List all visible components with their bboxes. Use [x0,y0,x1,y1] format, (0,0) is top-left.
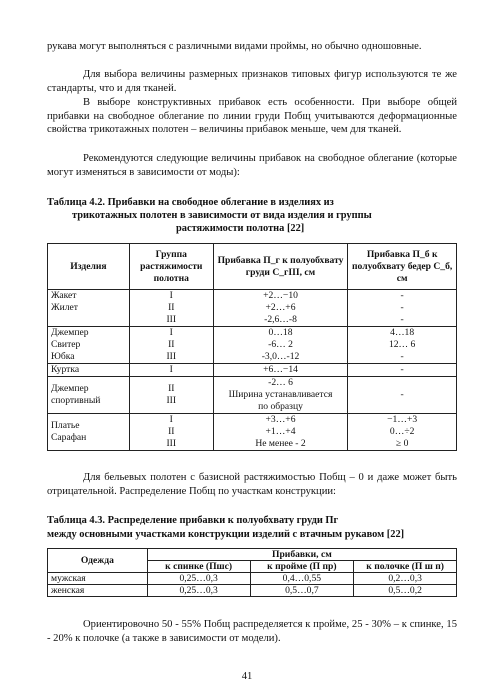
row-value: 0,25…0,3 [147,573,250,585]
paragraph-recommended: Рекомендуются следующие величины прибавок на свободное облегание (которые могут изменяться в зависимости от моды): [47,153,457,178]
row-groups: I II III [129,414,213,451]
header-stretch-group: Группа растяжимости полотна [129,244,213,290]
table43-header-row [48,549,457,561]
row-chest-values: 0…18 -6… 2 -3,0…-12 [213,327,348,364]
row-items: Куртка [48,364,130,377]
paragraph-sleeves: рукава могут выполняться с различными видами проймы, но обычно одношовные. [47,41,422,52]
table-row [48,573,457,585]
row-items: Джемпер спортивный [48,377,130,414]
row-items: Жакет Жилет [48,290,130,327]
table43-caption-line1: Таблица 4.3. Распределение прибавки к полуобхвату груди Пг [47,515,339,526]
row-groups: II III [129,377,213,414]
row-value: 0,2…0,3 [354,573,457,585]
row-hip-values: - [348,364,457,377]
table-row [48,364,457,377]
allowance-table [47,243,457,451]
table42-caption-line2: трикотажных полотен в зависимости от вида изделия и группы [72,210,372,221]
row-clothing-name: мужская [48,573,148,585]
row-value: 0,4…0,55 [250,573,354,585]
row-items: Платье Сарафан [48,414,130,451]
table42-header-row [48,244,457,290]
paragraph-distribution: Ориентировочно 50 - 55% Побщ распределяется к пройме, 25 - 30% – к спинке, 15 - 20% к полочке (а также в зависимости от модели). [47,619,457,644]
row-value: 0,5…0,7 [250,585,354,597]
header-to-back: к спинке (Пшс) [147,561,250,573]
row-groups: I [129,364,213,377]
table-row [48,290,457,327]
row-hip-values: - - - [348,290,457,327]
header-to-armhole: к пройме (П пр) [250,561,354,573]
table-row [48,585,457,597]
distribution-table [47,548,457,597]
table-row [48,414,457,451]
table42-caption-line1: Таблица 4.2. Прибавки на свободное облегание в изделиях из [47,197,334,208]
table-row [48,377,457,414]
row-clothing-name: женская [48,585,148,597]
row-value: 0,25…0,3 [147,585,250,597]
paragraph-allowances: В выборе конструктивных прибавок есть особенности. При выборе общей прибавки на свободное облегание по линии груди Побщ учитываются деформационные свойства трикотажных полотен – величины прибавок меньше, чем для тканей. [47,97,457,136]
paragraph-size-standards: Для выбора величины размерных признаков типовых фигур используются те же стандарты, что и для тканей. [47,69,457,94]
row-items: Джемпер Свитер Юбка [48,327,130,364]
row-groups: I II III [129,327,213,364]
row-chest-values: +3…+6 +1…+4 Не менее - 2 [213,414,348,451]
table-row [48,327,457,364]
row-value: 0,5…0,2 [354,585,457,597]
page-number: 41 [241,671,253,682]
header-hip-allowance: Прибавка П_б к полуобхвату бедер С_б, см [348,244,457,290]
row-chest-values: +2…−10 +2…+6 -2,6…-8 [213,290,348,327]
row-hip-values: −1…+3 0…÷2 ≥ 0 [348,414,457,451]
table43-caption-line2: между основными участками конструкции изделий с втачным рукавом [22] [47,529,405,540]
header-items: Изделия [48,244,130,290]
row-chest-values: -2… 6 Ширина устанавливается по образцу [213,377,348,414]
row-groups: I II III [129,290,213,327]
header-to-front: к полочке (П ш п) [354,561,457,573]
row-hip-values: - [348,377,457,414]
header-allowances: Прибавки, см [147,549,456,561]
row-chest-values: +6…−14 [213,364,348,377]
header-clothing: Одежда [48,549,148,573]
header-chest-allowance: Прибавка П_г к полуобхвату груди С_гIII, см [213,244,348,290]
paragraph-linen: Для бельевых полотен с базисной растяжимостью Побщ – 0 и даже может быть отрицательной. Распределение Побщ по участкам конструкции: [47,472,457,497]
row-hip-values: 4…18 12… 6 - [348,327,457,364]
table42-caption-line3: растяжимости полотна [22] [176,223,305,234]
